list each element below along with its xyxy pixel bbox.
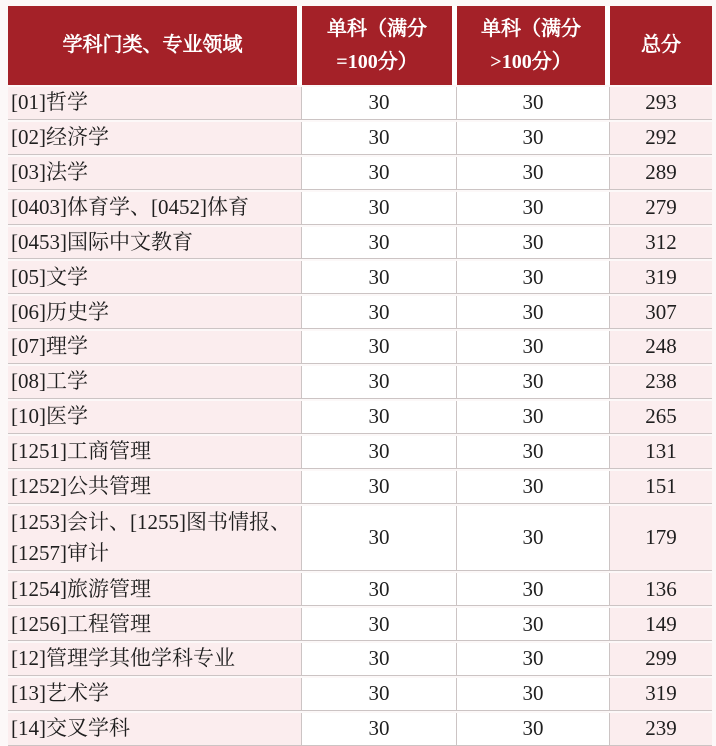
table-row xyxy=(8,506,712,572)
single-gt100-cell: 30 xyxy=(457,122,610,155)
total-cell: 299 xyxy=(610,643,712,676)
table-row xyxy=(8,192,712,225)
header-single-gt100 xyxy=(457,6,610,85)
total-cell: 265 xyxy=(610,401,712,434)
single-full100-cell: 30 xyxy=(302,573,457,606)
table-row xyxy=(8,436,712,469)
single-full100-cell: 30 xyxy=(302,87,457,120)
single-full100-cell: 30 xyxy=(302,643,457,676)
total-cell: 248 xyxy=(610,331,712,364)
table-header-row xyxy=(8,6,712,85)
single-full100-cell: 30 xyxy=(302,678,457,711)
single-gt100-cell: 30 xyxy=(457,87,610,120)
category-cell: [03]法学 xyxy=(8,157,302,190)
table-row xyxy=(8,261,712,294)
table-row xyxy=(8,366,712,399)
single-gt100-cell: 30 xyxy=(457,713,610,746)
single-full100-cell: 30 xyxy=(302,261,457,294)
category-cell: [10]医学 xyxy=(8,401,302,434)
single-gt100-cell: 30 xyxy=(457,366,610,399)
category-cell: [0453]国际中文教育 xyxy=(8,227,302,260)
single-full100-cell: 30 xyxy=(302,366,457,399)
single-gt100-cell: 30 xyxy=(457,192,610,225)
single-gt100-cell: 30 xyxy=(457,157,610,190)
header-total-label: 总分 xyxy=(641,34,681,56)
single-gt100-cell: 30 xyxy=(457,573,610,606)
table-row xyxy=(8,87,712,120)
single-gt100-cell: 30 xyxy=(457,227,610,260)
table-row xyxy=(8,678,712,711)
single-full100-cell: 30 xyxy=(302,331,457,364)
single-full100-cell: 30 xyxy=(302,608,457,641)
single-gt100-cell: 30 xyxy=(457,401,610,434)
category-cell: [14]交叉学科 xyxy=(8,713,302,746)
single-gt100-cell: 30 xyxy=(457,261,610,294)
header-single-full100-line2: =100分） xyxy=(336,50,418,73)
single-full100-cell: 30 xyxy=(302,401,457,434)
header-total xyxy=(610,6,712,85)
category-cell: [1256]工程管理 xyxy=(8,608,302,641)
category-cell: [06]历史学 xyxy=(8,296,302,329)
category-cell: [08]工学 xyxy=(8,366,302,399)
table-row xyxy=(8,713,712,746)
category-cell: [1251]工商管理 xyxy=(8,436,302,469)
total-cell: 289 xyxy=(610,157,712,190)
single-gt100-cell: 30 xyxy=(457,471,610,504)
total-cell: 312 xyxy=(610,227,712,260)
single-gt100-cell: 30 xyxy=(457,436,610,469)
header-single-full100-line1: 单科（满分 xyxy=(327,17,427,40)
category-cell: [1252]公共管理 xyxy=(8,471,302,504)
single-gt100-cell: 30 xyxy=(457,643,610,676)
single-full100-cell: 30 xyxy=(302,122,457,155)
category-cell: [07]理学 xyxy=(8,331,302,364)
table-row xyxy=(8,296,712,329)
total-cell: 279 xyxy=(610,192,712,225)
table-row xyxy=(8,122,712,155)
category-cell: [1254]旅游管理 xyxy=(8,573,302,606)
single-gt100-cell: 30 xyxy=(457,678,610,711)
total-cell: 307 xyxy=(610,296,712,329)
category-cell: [13]艺术学 xyxy=(8,678,302,711)
single-full100-cell: 30 xyxy=(302,506,457,572)
single-full100-cell: 30 xyxy=(302,296,457,329)
single-gt100-cell: 30 xyxy=(457,608,610,641)
table-row xyxy=(8,401,712,434)
total-cell: 292 xyxy=(610,122,712,155)
table-row xyxy=(8,331,712,364)
total-cell: 293 xyxy=(610,87,712,120)
category-cell: [02]经济学 xyxy=(8,122,302,155)
header-single-gt100-line2: >100分） xyxy=(490,50,572,73)
total-cell: 239 xyxy=(610,713,712,746)
table-body xyxy=(8,85,712,746)
table-row xyxy=(8,608,712,641)
table-row xyxy=(8,643,712,676)
table-row xyxy=(8,573,712,606)
total-cell: 319 xyxy=(610,261,712,294)
category-cell: [12]管理学其他学科专业 xyxy=(8,643,302,676)
single-gt100-cell: 30 xyxy=(457,331,610,364)
single-full100-cell: 30 xyxy=(302,227,457,260)
single-gt100-cell: 30 xyxy=(457,296,610,329)
category-cell: [05]文学 xyxy=(8,261,302,294)
total-cell: 179 xyxy=(610,506,712,572)
total-cell: 149 xyxy=(610,608,712,641)
header-single-full100 xyxy=(302,6,457,85)
single-full100-cell: 30 xyxy=(302,157,457,190)
total-cell: 151 xyxy=(610,471,712,504)
total-cell: 319 xyxy=(610,678,712,711)
header-single-gt100-line1: 单科（满分 xyxy=(481,17,581,40)
total-cell: 238 xyxy=(610,366,712,399)
category-cell: [1253]会计、[1255]图书情报、[1257]审计 xyxy=(8,506,302,572)
total-cell: 131 xyxy=(610,436,712,469)
header-category xyxy=(8,6,302,85)
table-row xyxy=(8,471,712,504)
single-gt100-cell: 30 xyxy=(457,506,610,572)
category-cell: [01]哲学 xyxy=(8,87,302,120)
single-full100-cell: 30 xyxy=(302,192,457,225)
single-full100-cell: 30 xyxy=(302,436,457,469)
header-category-label: 学科门类、专业领域 xyxy=(62,34,243,56)
category-cell: [0403]体育学、[0452]体育 xyxy=(8,192,302,225)
single-full100-cell: 30 xyxy=(302,471,457,504)
score-table xyxy=(8,6,712,746)
table-row xyxy=(8,157,712,190)
table-row xyxy=(8,227,712,260)
single-full100-cell: 30 xyxy=(302,713,457,746)
total-cell: 136 xyxy=(610,573,712,606)
